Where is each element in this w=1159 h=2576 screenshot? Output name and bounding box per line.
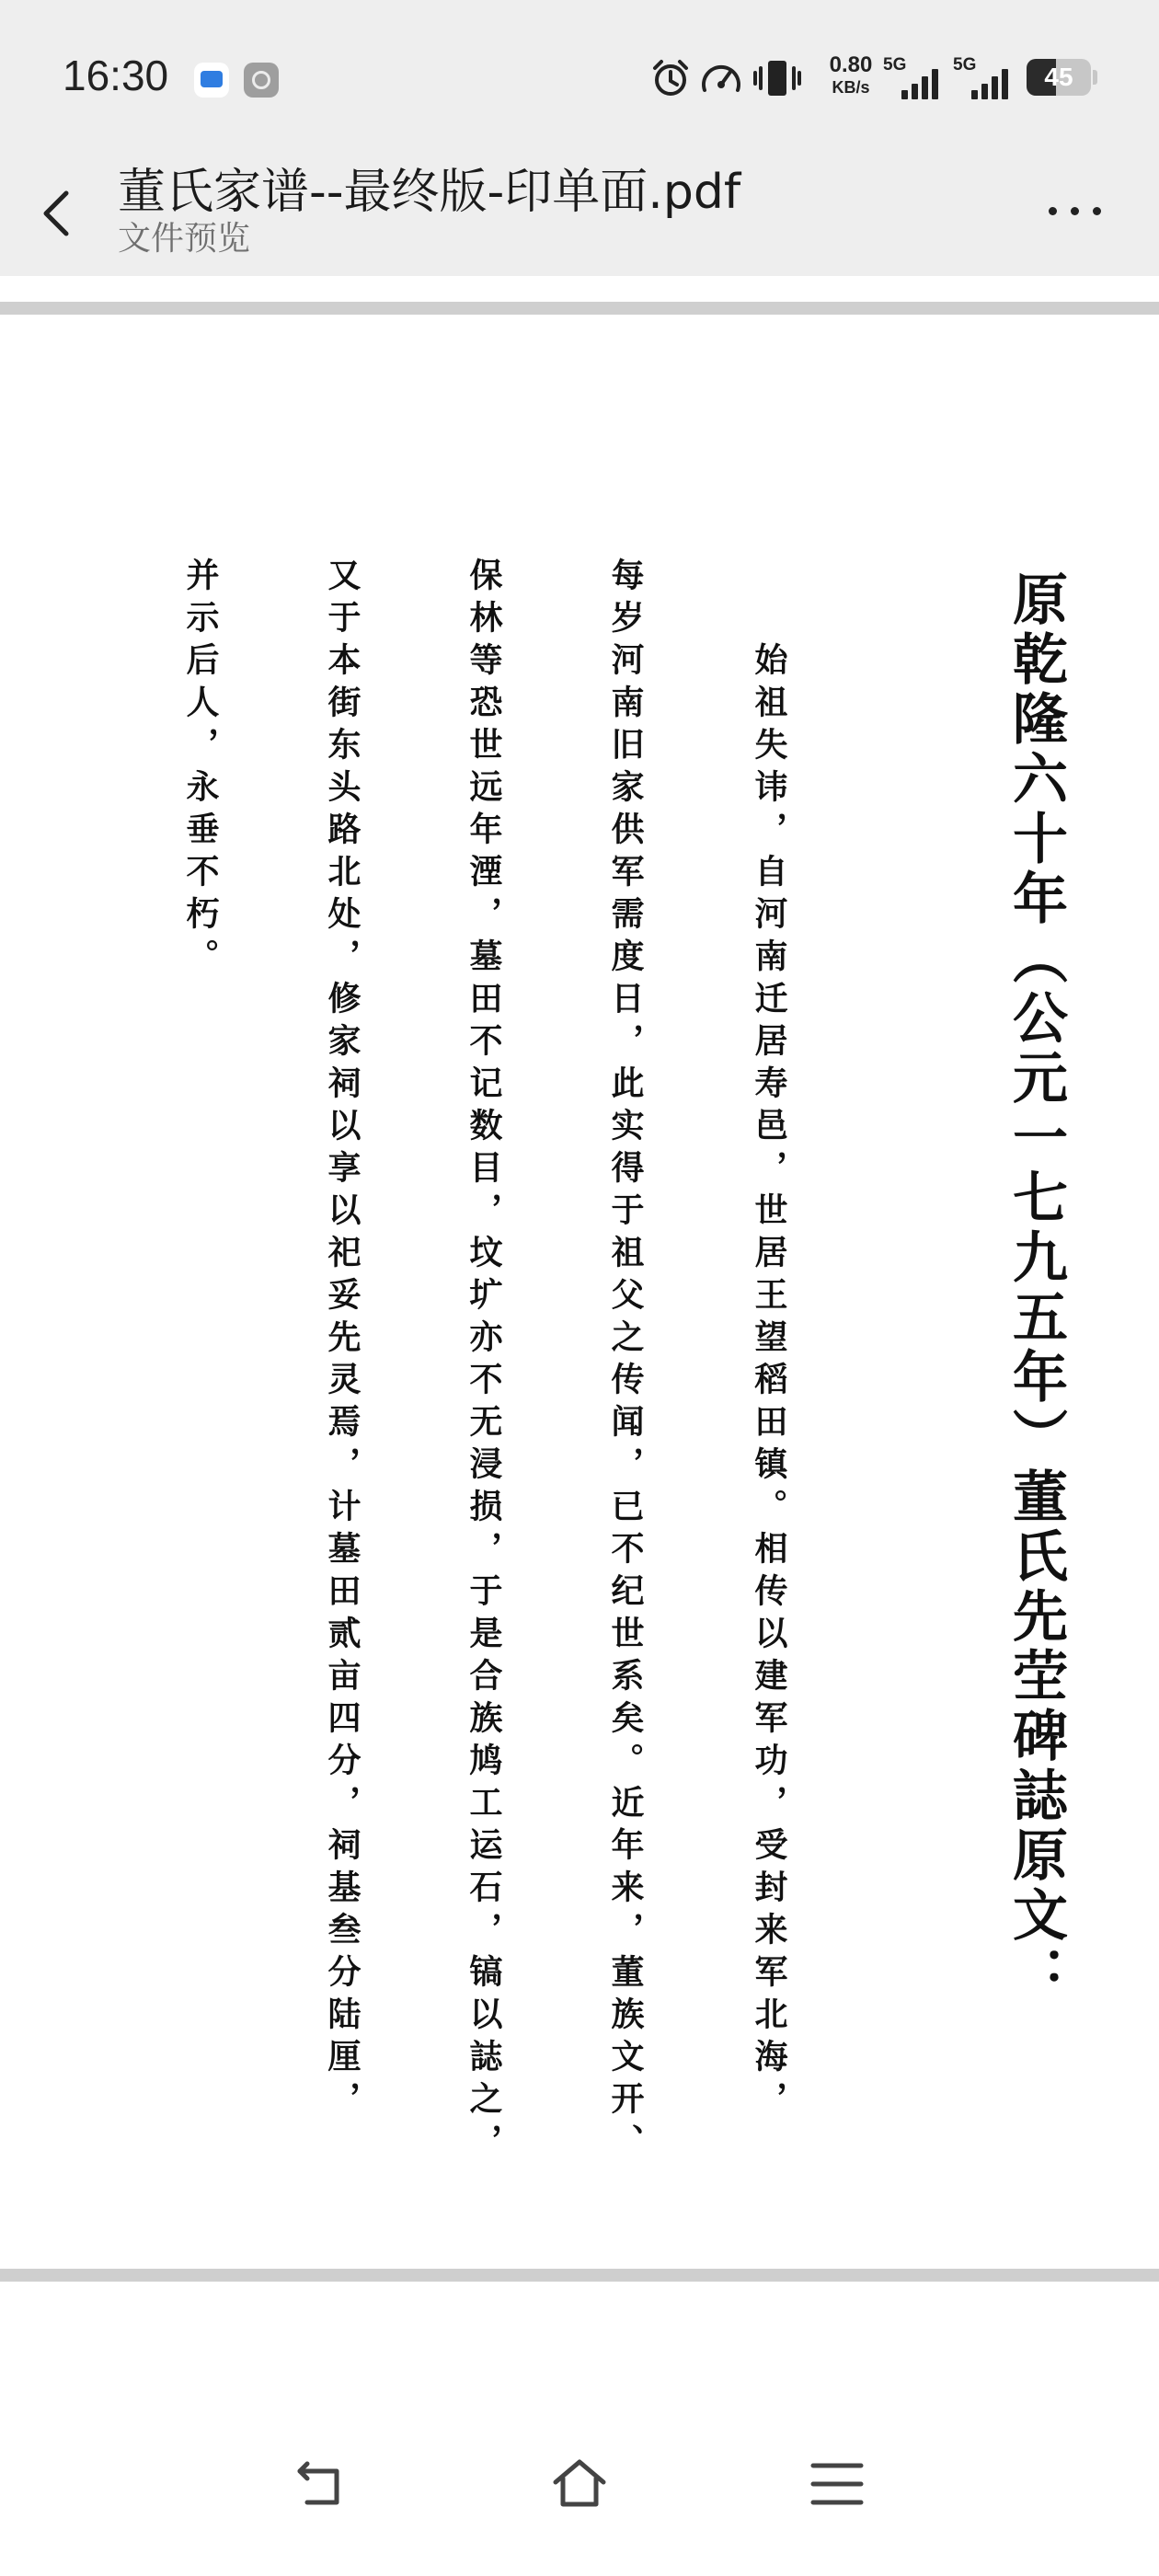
app-header <box>0 147 1159 276</box>
menu-icon <box>809 2456 865 2512</box>
more-horizontal-icon <box>1049 207 1057 215</box>
nav-home-button[interactable] <box>524 2429 635 2539</box>
home-icon <box>552 2456 607 2512</box>
document-heading-column: 原乾隆六十年（公元一七九五年）董氏先茔碑誌原文： <box>1004 570 1068 2006</box>
network-speed-value: 0.80 <box>829 52 873 77</box>
text-column-4: 又于本街东头路北处，修家祠以享以祀妥先灵焉，计墓田贰亩四分，祠基叁分陆厘， <box>323 558 361 2123</box>
text-column-2: 每岁河南旧家供军需度日，此实得于祖父之传闻，已不纪世系矣。近年来，董族文开、 <box>606 558 645 2166</box>
pdf-viewer[interactable] <box>0 276 1159 2392</box>
status-time: 16:30 <box>63 52 169 99</box>
pdf-page <box>0 316 1159 2269</box>
battery-icon <box>1027 59 1091 96</box>
text-column-5: 并示后人，永垂不朽。 <box>181 558 220 981</box>
signal-bars-icon <box>971 68 1008 99</box>
battery-level: 45 <box>1044 63 1073 91</box>
text-column-3: 保林等恐世远年湮，墓田不记数目，坟圹亦不无浸损，于是合族鸠工运石，镐以誌之， <box>465 558 503 2166</box>
nav-back-button[interactable] <box>267 2429 377 2539</box>
network-speed-unit: KB/s <box>832 78 870 97</box>
status-bar <box>0 0 1159 147</box>
text-column-1: 始祖失讳，自河南迁居寿邑，世居王望稻田镇。相传以建军功，受封来军北海， <box>750 642 788 2123</box>
signal-bars-icon <box>901 68 938 99</box>
vibrate-icon <box>752 55 802 101</box>
settings-app-icon <box>244 63 279 98</box>
more-options-button[interactable] <box>1049 184 1122 239</box>
message-app-icon <box>194 63 229 98</box>
back-nav-icon <box>294 2456 350 2512</box>
sim1-network-label: 5G <box>883 55 907 75</box>
network-speed <box>819 53 883 98</box>
document-subtitle: 文件预览 <box>118 220 251 258</box>
page-divider-top <box>0 302 1159 315</box>
alarm-icon <box>649 57 692 99</box>
signal-strength-sim1 <box>883 55 944 99</box>
back-button[interactable] <box>28 171 92 254</box>
system-navigation-bar <box>0 2392 1159 2576</box>
chevron-left-icon <box>39 190 75 237</box>
document-title: 董氏家谱--最终版-印单面.pdf <box>118 165 741 220</box>
battery-tip <box>1093 70 1097 85</box>
page-divider-bottom <box>0 2269 1159 2282</box>
sim2-network-label: 5G <box>953 55 977 75</box>
speedometer-icon <box>699 57 743 99</box>
signal-strength-sim2 <box>953 55 1014 99</box>
nav-menu-button[interactable] <box>782 2429 892 2539</box>
